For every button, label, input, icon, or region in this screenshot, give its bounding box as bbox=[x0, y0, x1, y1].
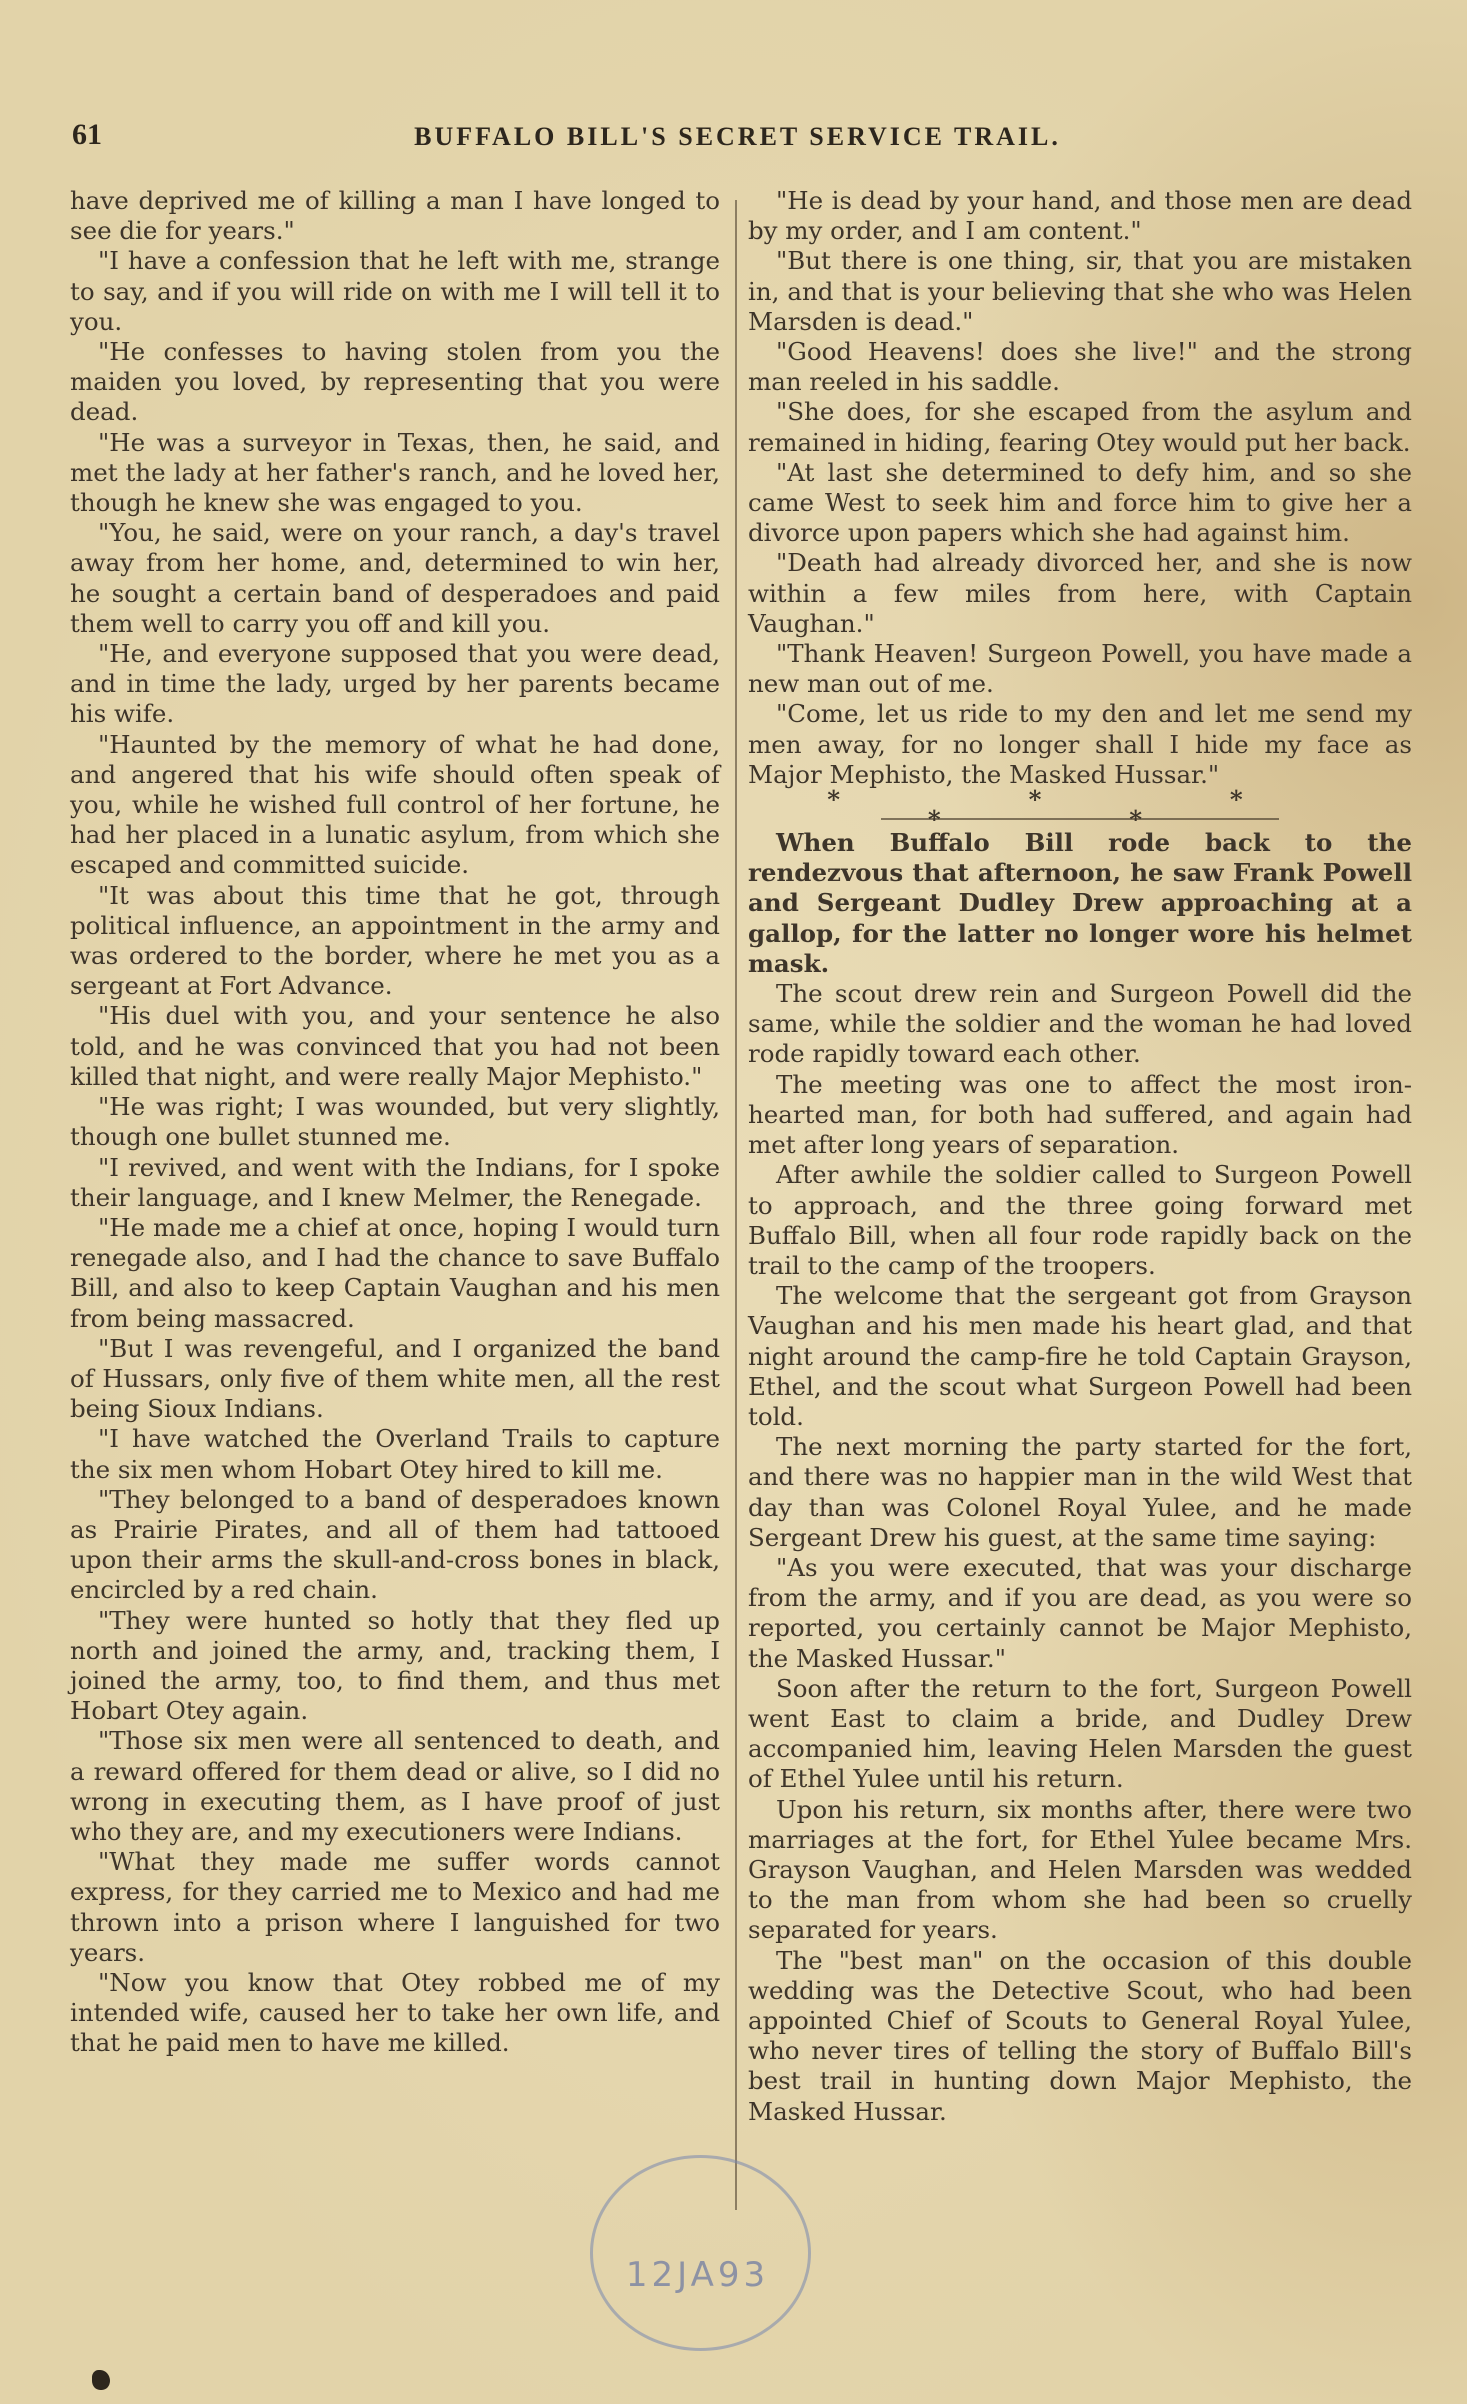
stamp-date: 12JA93 bbox=[625, 2255, 770, 2295]
paragraph: "She does, for she escaped from the asylum and remained in hiding, fearing Otey would put her back. bbox=[748, 397, 1412, 457]
paragraph: "Those six men were all sentenced to death, and a reward offered for them dead or alive, so I did no wrong in executing them, as I have proof of just who they are, and my executioners were Indians. bbox=[70, 1726, 720, 1846]
paragraph: "What they made me suffer words cannot express, for they carried me to Mexico and had me thrown into a prison where I languished for two years. bbox=[70, 1847, 720, 1967]
right-column bbox=[748, 186, 1412, 2127]
column-rule bbox=[735, 200, 737, 2210]
paragraph: "But there is one thing, sir, that you are mistaken in, and that is your believing that she who was Helen Marsden is dead." bbox=[748, 246, 1412, 336]
paragraph: "They were hunted so hotly that they fled up north and joined the army, and, tracking them, I joined the army, too, to find them, and thus met Hobart Otey again. bbox=[70, 1605, 720, 1726]
paragraph: "He is dead by your hand, and those men are dead by my order, and I am content." bbox=[748, 186, 1412, 246]
paragraph: "I have watched the Overland Trails to capture the six men whom Hobart Otey hired to kill me. bbox=[70, 1424, 720, 1484]
paragraph: "Haunted by the memory of what he had done, and angered that his wife should often speak of you, while he wished full control of her fortune, he had her placed in a lunatic asylum, from which she escaped and committed suicide. bbox=[70, 729, 720, 880]
paragraph: "As you were executed, that was your discharge from the army, and if you are dead, as you were so reported, you certainly cannot be Major Mephisto, the Masked Hussar." bbox=[748, 1552, 1412, 1673]
paragraph: The welcome that the sergeant got from Grayson Vaughan and his men made his heart glad, and that night around the camp-fire he told Captain Grayson, Ethel, and the scout what Surgeon Powell had been told. bbox=[748, 1281, 1412, 1431]
library-stamp bbox=[590, 2155, 811, 2351]
paragraph: "Come, let us ride to my den and let me send my men away, for no longer shall I hide my face as Major Mephisto, the Masked Hussar." bbox=[748, 699, 1412, 789]
paragraph: "But I was revengeful, and I organized the band of Hussars, only five of them white men, all the rest being Sioux Indians. bbox=[70, 1333, 720, 1424]
paragraph: The next morning the party started for the fort, and there was no happier man in the wild West that day than was Colonel Royal Yulee, and he made Sergeant Drew his guest, at the same time saying: bbox=[748, 1432, 1412, 1552]
paragraph: "He was right; I was wounded, but very slightly, though one bullet stunned me. bbox=[70, 1092, 720, 1152]
paragraph: The meeting was one to affect the most iron-hearted man, for both had suffered, and again had met after long years of separation. bbox=[748, 1069, 1412, 1160]
paragraph: The "best man" on the occasion of this double wedding was the Detective Scout, who had been appointed Chief of Scouts to General Royal Yulee, who never tires of telling the story of Buffalo Bill's best trail in hunting down Major Mephisto, the Masked Hussar. bbox=[748, 1945, 1412, 2126]
left-column bbox=[70, 186, 720, 2059]
paragraph: have deprived me of killing a man I have longed to see die for years." bbox=[70, 186, 720, 246]
paragraph: "I have a confession that he left with me, strange to say, and if you will ride on with me I will tell it to you. bbox=[70, 246, 720, 336]
printers-mark-icon bbox=[92, 2370, 110, 2390]
paragraph: "You, he said, were on your ranch, a day's travel away from her home, and, determined to win her, he sought a certain band of desperadoes and paid them well to carry you off and kill you. bbox=[70, 518, 720, 638]
page-number: 61 bbox=[72, 118, 102, 151]
paragraph: Upon his return, six months after, there were two marriages at the fort, for Ethel Yulee became Mrs. Grayson Vaughan, and Helen Marsden was wedded to the man from whom she had been so cruelly separated for years. bbox=[748, 1794, 1412, 1945]
paragraph: "Good Heavens! does she live!" and the strong man reeled in his saddle. bbox=[748, 337, 1412, 397]
paragraph: "He, and everyone supposed that you were dead, and in time the lady, urged by her parents became his wife. bbox=[70, 639, 720, 729]
section-break-stars: * * * * * bbox=[827, 785, 1333, 835]
paragraph: "I revived, and went with the Indians, for I spoke their language, and I knew Melmer, the Renegade. bbox=[70, 1152, 720, 1212]
running-head bbox=[72, 118, 1403, 158]
paragraph: "Now you know that Otey robbed me of my intended wife, caused her to take her own life, and that he paid men to have me killed. bbox=[70, 1967, 720, 2058]
paragraph: "They belonged to a band of desperadoes known as Prairie Pirates, and all of them had tattooed upon their arms the skull-and-cross bones in black, encircled by a red chain. bbox=[70, 1484, 720, 1605]
paragraph: "He was a surveyor in Texas, then, he said, and met the lady at her father's ranch, and he loved her, though he knew she was engaged to you. bbox=[70, 427, 720, 518]
paragraph: "Thank Heaven! Surgeon Powell, you have made a new man out of me. bbox=[748, 639, 1412, 699]
paragraph: Soon after the return to the fort, Surgeon Powell went East to claim a bride, and Dudley Drew accompanied him, leaving Helen Marsden the guest of Ethel Yulee until his return. bbox=[748, 1673, 1412, 1794]
paragraph: "He made me a chief at once, hoping I would turn renegade also, and I had the chance to save Buffalo Bill, and also to keep Captain Vaughan and his men from being massacred. bbox=[70, 1212, 720, 1333]
paragraph: The scout drew rein and Surgeon Powell did the same, while the soldier and the woman he had loved rode rapidly toward each other. bbox=[748, 979, 1412, 1069]
page-title: BUFFALO BILL'S SECRET SERVICE TRAIL. bbox=[414, 122, 1061, 151]
paragraph: "His duel with you, and your sentence he also told, and he was convinced that you had not been killed that night, and were really Major Mephisto." bbox=[70, 1001, 720, 1091]
paragraph: After awhile the soldier called to Surgeon Powell to approach, and the three going forward met Buffalo Bill, when all four rode rapidly back on the trail to the camp of the troopers. bbox=[748, 1160, 1412, 1280]
paragraph: "It was about this time that he got, through political influence, an appointment in the army and was ordered to the border, where he met you as a sergeant at Fort Advance. bbox=[70, 880, 720, 1001]
paragraph: "Death had already divorced her, and she is now within a few miles from here, with Captain Vaughan." bbox=[748, 548, 1412, 638]
paragraph: "At last she determined to defy him, and so she came West to seek him and force him to give her a divorce upon papers which she had against him. bbox=[748, 457, 1412, 548]
paragraph: When Buffalo Bill rode back to the rendezvous that afternoon, he saw Frank Powell and Sergeant Dudley Drew approaching at a gallop, for the latter no longer wore his helmet mask. bbox=[748, 828, 1412, 978]
paragraph: "He confesses to having stolen from you the maiden you loved, by representing that you were dead. bbox=[70, 337, 720, 427]
